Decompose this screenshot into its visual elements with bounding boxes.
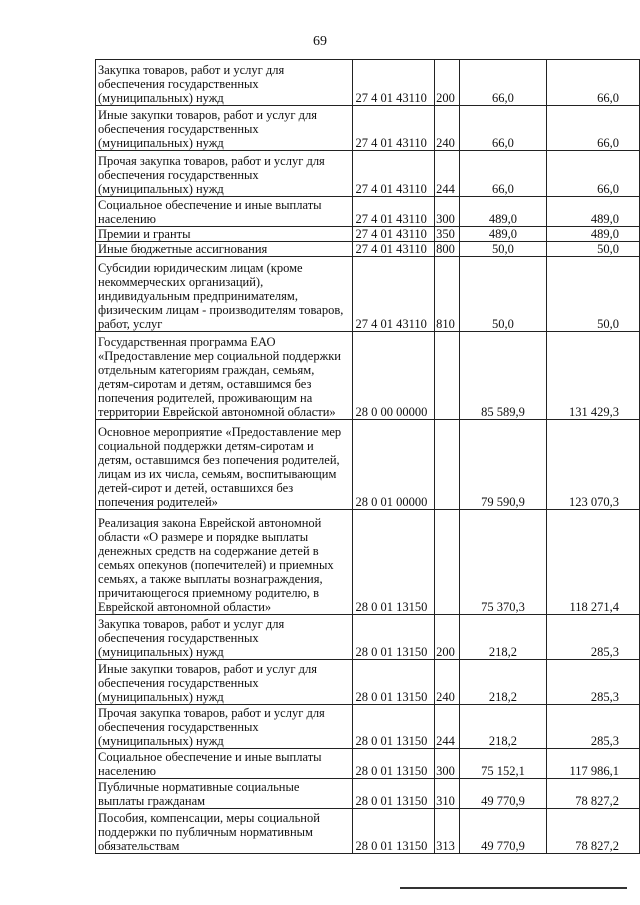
row-sum-1: 79 590,9 bbox=[459, 420, 546, 510]
row-sum-2: 50,0 bbox=[547, 257, 640, 332]
table-row bbox=[96, 705, 640, 749]
footer-rule bbox=[400, 887, 627, 889]
row-sum-2: 50,0 bbox=[547, 242, 640, 257]
row-vr-code: 300 bbox=[435, 197, 460, 227]
row-sum-2: 285,3 bbox=[547, 615, 640, 660]
row-vr-code: 240 bbox=[435, 660, 460, 705]
table-row bbox=[96, 242, 640, 257]
row-vr-code: 200 bbox=[435, 615, 460, 660]
row-sum-2: 285,3 bbox=[547, 660, 640, 705]
row-sum-1: 85 589,9 bbox=[459, 332, 546, 420]
row-csr-code: 28 0 00 00000 bbox=[353, 332, 435, 420]
row-csr-code: 28 0 01 13150 bbox=[353, 749, 435, 779]
row-sum-1: 50,0 bbox=[459, 242, 546, 257]
row-sum-1: 66,0 bbox=[459, 106, 546, 151]
row-sum-1: 75 370,3 bbox=[459, 510, 546, 615]
budget-table bbox=[95, 59, 640, 854]
row-name: Публичные нормативные социальные выплаты гражданам bbox=[96, 779, 353, 809]
row-sum-2: 489,0 bbox=[547, 227, 640, 242]
row-csr-code: 28 0 01 00000 bbox=[353, 420, 435, 510]
table-row bbox=[96, 420, 640, 510]
row-sum-1: 66,0 bbox=[459, 60, 546, 106]
row-csr-code: 27 4 01 43110 bbox=[353, 197, 435, 227]
row-name: Прочая закупка товаров, работ и услуг для обеспечения государственных (муниципальных) нужд bbox=[96, 705, 353, 749]
row-vr-code: 244 bbox=[435, 151, 460, 197]
row-sum-1: 218,2 bbox=[459, 660, 546, 705]
row-vr-code: 310 bbox=[435, 779, 460, 809]
row-vr-code: 350 bbox=[435, 227, 460, 242]
row-vr-code: 313 bbox=[435, 809, 460, 854]
row-sum-2: 66,0 bbox=[547, 106, 640, 151]
row-csr-code: 27 4 01 43110 bbox=[353, 151, 435, 197]
row-csr-code: 27 4 01 43110 bbox=[353, 257, 435, 332]
row-name: Иные закупки товаров, работ и услуг для обеспечения государственных (муниципальных) нужд bbox=[96, 660, 353, 705]
row-vr-code bbox=[435, 510, 460, 615]
row-vr-code: 800 bbox=[435, 242, 460, 257]
row-name: Премии и гранты bbox=[96, 227, 353, 242]
table-row bbox=[96, 197, 640, 227]
table-row bbox=[96, 227, 640, 242]
row-sum-2: 117 986,1 bbox=[547, 749, 640, 779]
row-name: Прочая закупка товаров, работ и услуг для обеспечения государственных (муниципальных) нужд bbox=[96, 151, 353, 197]
row-sum-2: 123 070,3 bbox=[547, 420, 640, 510]
row-sum-1: 49 770,9 bbox=[459, 779, 546, 809]
row-sum-1: 489,0 bbox=[459, 227, 546, 242]
row-csr-code: 28 0 01 13150 bbox=[353, 809, 435, 854]
row-sum-2: 131 429,3 bbox=[547, 332, 640, 420]
row-csr-code: 28 0 01 13150 bbox=[353, 510, 435, 615]
table-row bbox=[96, 749, 640, 779]
table-row bbox=[96, 60, 640, 106]
row-sum-2: 489,0 bbox=[547, 197, 640, 227]
row-vr-code bbox=[435, 332, 460, 420]
row-name: Субсидии юридическим лицам (кроме некоммерческих организаций), индивидуальным предпринимателям, физическим лицам - производителям товаров, работ, услуг bbox=[96, 257, 353, 332]
table-row bbox=[96, 332, 640, 420]
row-name: Основное мероприятие «Предоставление мер социальной поддержки детям-сиротам и детям, оставшимся без попечения родителей, лицам из их числа, семьям, воспитывающим детей-сирот и детей, оставшихся без попечения родителей» bbox=[96, 420, 353, 510]
row-csr-code: 27 4 01 43110 bbox=[353, 242, 435, 257]
row-vr-code: 300 bbox=[435, 749, 460, 779]
row-sum-1: 218,2 bbox=[459, 705, 546, 749]
row-sum-2: 78 827,2 bbox=[547, 779, 640, 809]
row-name: Иные бюджетные ассигнования bbox=[96, 242, 353, 257]
row-sum-1: 50,0 bbox=[459, 257, 546, 332]
row-vr-code: 200 bbox=[435, 60, 460, 106]
row-sum-2: 285,3 bbox=[547, 705, 640, 749]
row-csr-code: 28 0 01 13150 bbox=[353, 779, 435, 809]
row-sum-1: 49 770,9 bbox=[459, 809, 546, 854]
row-name: Закупка товаров, работ и услуг для обеспечения государственных (муниципальных) нужд bbox=[96, 60, 353, 106]
row-sum-1: 489,0 bbox=[459, 197, 546, 227]
table-row bbox=[96, 615, 640, 660]
row-csr-code: 27 4 01 43110 bbox=[353, 106, 435, 151]
row-name: Пособия, компенсации, меры социальной поддержки по публичным нормативным обязательствам bbox=[96, 809, 353, 854]
row-name: Реализация закона Еврейской автономной области «О размере и порядке выплаты денежных средств на содержание детей в семьях опекунов (попечителей) и приемных семьях, а также выплаты вознаграждения, причитающегося приемному родителю, в Еврейской автономной области» bbox=[96, 510, 353, 615]
row-csr-code: 28 0 01 13150 bbox=[353, 660, 435, 705]
row-sum-2: 118 271,4 bbox=[547, 510, 640, 615]
page-number: 69 bbox=[313, 34, 327, 49]
row-csr-code: 27 4 01 43110 bbox=[353, 60, 435, 106]
table-row bbox=[96, 510, 640, 615]
table-row bbox=[96, 660, 640, 705]
row-csr-code: 27 4 01 43110 bbox=[353, 227, 435, 242]
row-sum-1: 75 152,1 bbox=[459, 749, 546, 779]
row-name: Иные закупки товаров, работ и услуг для обеспечения государственных (муниципальных) нужд bbox=[96, 106, 353, 151]
row-name: Социальное обеспечение и иные выплаты населению bbox=[96, 749, 353, 779]
row-vr-code bbox=[435, 420, 460, 510]
row-sum-2: 78 827,2 bbox=[547, 809, 640, 854]
row-sum-2: 66,0 bbox=[547, 60, 640, 106]
row-name: Государственная программа ЕАО «Предоставление мер социальной поддержки отдельным категориям граждан, семьям, детям-сиротам и детям, оставшимся без попечения родителей, проживающим на территории Еврейской автономной области» bbox=[96, 332, 353, 420]
row-name: Закупка товаров, работ и услуг для обеспечения государственных (муниципальных) нужд bbox=[96, 615, 353, 660]
table-row bbox=[96, 779, 640, 809]
row-csr-code: 28 0 01 13150 bbox=[353, 615, 435, 660]
row-csr-code: 28 0 01 13150 bbox=[353, 705, 435, 749]
row-sum-1: 66,0 bbox=[459, 151, 546, 197]
table-row bbox=[96, 151, 640, 197]
row-vr-code: 810 bbox=[435, 257, 460, 332]
row-name: Социальное обеспечение и иные выплаты населению bbox=[96, 197, 353, 227]
row-vr-code: 244 bbox=[435, 705, 460, 749]
row-sum-1: 218,2 bbox=[459, 615, 546, 660]
row-sum-2: 66,0 bbox=[547, 151, 640, 197]
table-row bbox=[96, 809, 640, 854]
row-vr-code: 240 bbox=[435, 106, 460, 151]
table-row bbox=[96, 106, 640, 151]
table-row bbox=[96, 257, 640, 332]
